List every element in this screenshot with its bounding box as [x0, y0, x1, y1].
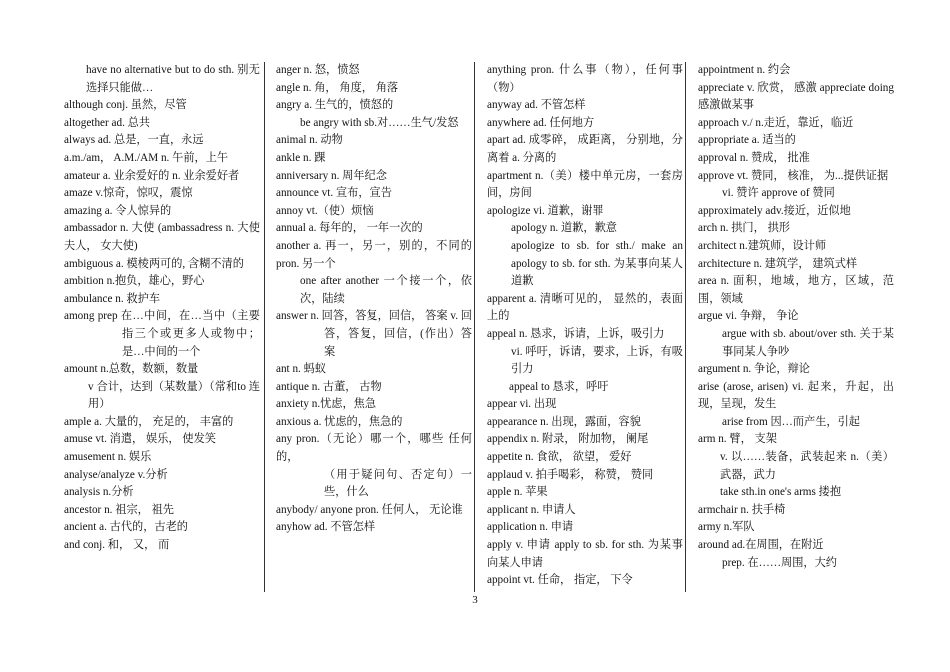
entry: amateur a. 业余爱好的 n. 业余爱好者: [64, 169, 240, 182]
entry: approach v./ n.走近，靠近，临近: [698, 116, 854, 129]
entry: analyse/analyze v.分析: [64, 468, 168, 481]
entry: argue vi. 争辩， 争论: [698, 310, 799, 323]
entry: antique n. 古董， 古物: [276, 380, 382, 393]
entry: appropriate a. 适当的: [698, 134, 796, 147]
entry: apparent a. 清晰可见的， 显然的，表面上的: [487, 292, 683, 323]
entry-phrase: appeal to 恳求，呼吁: [509, 380, 609, 393]
entry: appointment n. 约会: [698, 64, 791, 76]
column-4: [698, 62, 894, 572]
entry: ankle n. 踝: [276, 151, 326, 164]
entry: anger n. 怒，愤怒: [276, 64, 360, 76]
entry-phrase: apologize to sb. for sth./ make an apology to sb. for sth. 为某事向某人道歉: [511, 239, 683, 288]
entry-sense: vi. 赞许 approve of 赞同: [722, 187, 835, 200]
entry: anxiety n.忧虑，焦急: [276, 398, 377, 411]
entry: arm n. 臂， 支架: [698, 433, 777, 446]
entry: apply v. 申请 apply to sb. for sth. 为某事向某人申请: [487, 539, 683, 569]
entry: architecture n. 建筑学， 建筑式样: [698, 257, 858, 270]
entry: anyhow ad. 不管怎样: [276, 521, 376, 534]
entry: announce vt. 宣布，宣告: [276, 187, 392, 200]
entry: annual a. 每年的， 一年一次的: [276, 222, 423, 235]
column-divider: [264, 62, 265, 592]
entry: approximately adv.接近，近似地: [698, 204, 851, 217]
entry: ancient a. 古代的，古老的: [64, 521, 188, 534]
entry: amaze v.惊奇，惊叹，震惊: [64, 187, 193, 200]
entry-sense: （用于疑问句、否定句）一些，什么: [324, 468, 472, 499]
entry: apartment n.（美）楼中单元房，一套房间，房间: [487, 169, 683, 200]
entry: argument n. 争论，辩论: [698, 363, 810, 376]
entry: ambiguous a. 模棱两可的, 含糊不清的: [64, 257, 244, 270]
column-1: [64, 62, 260, 555]
entry: amuse vt. 消遣， 娱乐， 使发笑: [64, 433, 216, 446]
entry-sense: prep. 在……周围，大约: [722, 556, 837, 569]
entry: approve vt. 赞同， 核准， 为...提供证据: [698, 169, 889, 182]
entry: have no alternative but to do sth. 别无选择只能做…: [86, 64, 260, 94]
entry: appeal n. 恳求，诉请，上诉，吸引力: [487, 327, 665, 340]
entry: architect n.建筑师，设计师: [698, 239, 827, 252]
entry: and conj. 和， 又， 而: [64, 539, 170, 552]
entry: ant n. 蚂蚁: [276, 363, 327, 376]
entry: analysis n.分析: [64, 486, 134, 499]
entry-phrase: be angry with sb.对……生气/发怒: [300, 116, 459, 129]
entry: amusement n. 娱乐: [64, 451, 152, 464]
entry: appearance n. 出现，露面，容貌: [487, 415, 641, 428]
entry: applicant n. 申请人: [487, 503, 576, 516]
entry: anxious a. 忧虑的，焦急的: [276, 415, 403, 428]
entry: ancestor n. 祖宗， 祖先: [64, 503, 174, 516]
entry: anyway ad. 不管怎样: [487, 99, 586, 112]
column-divider: [474, 62, 475, 592]
entry-phrase: arise from 因…而产生，引起: [722, 415, 860, 428]
entry: anniversary n. 周年纪念: [276, 169, 387, 182]
entry: among prep 在…中间，在…当中（主要指三个或更多人或物中；是…中间的一个: [64, 310, 260, 358]
entry: around ad.在周围，在附近: [698, 539, 824, 552]
entry-sense: apology n. 道歉，歉意: [511, 222, 617, 235]
entry: armchair n. 扶手椅: [698, 503, 786, 516]
entry: ample a. 大量的， 充足的， 丰富的: [64, 415, 234, 428]
entry: appetite n. 食欲， 欲望， 爱好: [487, 451, 632, 464]
entry: animal n. 动物: [276, 134, 343, 147]
entry: angle n. 角， 角度， 角落: [276, 81, 399, 94]
entry: annoy vt.（使）烦恼: [276, 204, 374, 217]
entry: ambulance n. 救护车: [64, 292, 161, 305]
entry: anybody/ anyone pron. 任何人， 无论谁: [276, 503, 463, 516]
entry: arch n. 拱门， 拱形: [698, 222, 790, 235]
entry: area n. 面积，地域，地方，区域，范围，领域: [698, 275, 894, 305]
entry: application n. 申请: [487, 521, 574, 534]
entry: another a. 再一，另一，别的，不同的 pron. 另一个: [276, 239, 472, 270]
entry: answer n. 回答，答复，回信， 答案 v. 回答，答复，回信，(作出）答案: [276, 310, 472, 358]
column-divider: [685, 62, 686, 592]
entry: arise (arose, arisen) vi. 起来，升起，出现，呈现，发生: [698, 380, 894, 411]
entry: although conj. 虽然，尽管: [64, 99, 187, 112]
entry: apologize vi. 道歉，谢罪: [487, 204, 604, 217]
entry: appoint vt. 任命， 指定， 下令: [487, 574, 633, 587]
entry: a.m./am， A.M./AM n. 午前，上午: [64, 151, 229, 164]
column-2: [276, 62, 472, 537]
entry: appear vi. 出现: [487, 398, 557, 411]
entry: ambassador n. 大使 (ambassadress n. 大使夫人， 女大使): [64, 222, 260, 252]
entry: always ad. 总是，一直，永远: [64, 134, 204, 147]
entry: any pron.（无论）哪一个，哪些 任何的，: [276, 433, 472, 464]
entry: apart ad. 成零碎， 成距离， 分别地，分离着 a. 分离的: [487, 134, 683, 164]
entry-sense: vi. 呼吁，诉请，要求，上诉，有吸引力: [511, 345, 683, 376]
entry: amazing a. 令人惊异的: [64, 204, 172, 217]
entry: altogether ad. 总共: [64, 116, 151, 129]
entry: anywhere ad. 任何地方: [487, 116, 595, 129]
entry: angry a. 生气的，愤怒的: [276, 99, 394, 112]
entry: amount n.总数，数额，数量: [64, 363, 199, 376]
entry: applaud v. 拍手喝彩， 称赞， 赞同: [487, 468, 654, 481]
column-3: [487, 62, 683, 590]
entry: army n.军队: [698, 521, 755, 534]
entry-phrase: argue with sb. about/over sth. 关于某事同某人争吵: [722, 327, 894, 358]
entry-phrase: take sth.in one's arms 搂抱: [720, 486, 842, 499]
entry: ambition n.抱负，雄心，野心: [64, 275, 205, 288]
entry-sense: v 合计，达到（某数量）（常和to 连用）: [88, 380, 260, 411]
entry: appreciate v. 欣赏， 感激 appreciate doing 感激做某事: [698, 81, 894, 112]
entry: apple n. 苹果: [487, 486, 548, 499]
page-number: 3: [472, 594, 478, 606]
entry: appendix n. 附录， 附加物， 阑尾: [487, 433, 649, 446]
entry: approval n. 赞成， 批准: [698, 151, 810, 164]
entry-sense: v. 以……装备，武装起来 n.（美）武器，武力: [720, 451, 894, 481]
entry-phrase: one after another 一个接一个，依次，陆续: [300, 275, 472, 305]
entry: anything pron. 什么事（物），任何事（物）: [487, 64, 683, 94]
